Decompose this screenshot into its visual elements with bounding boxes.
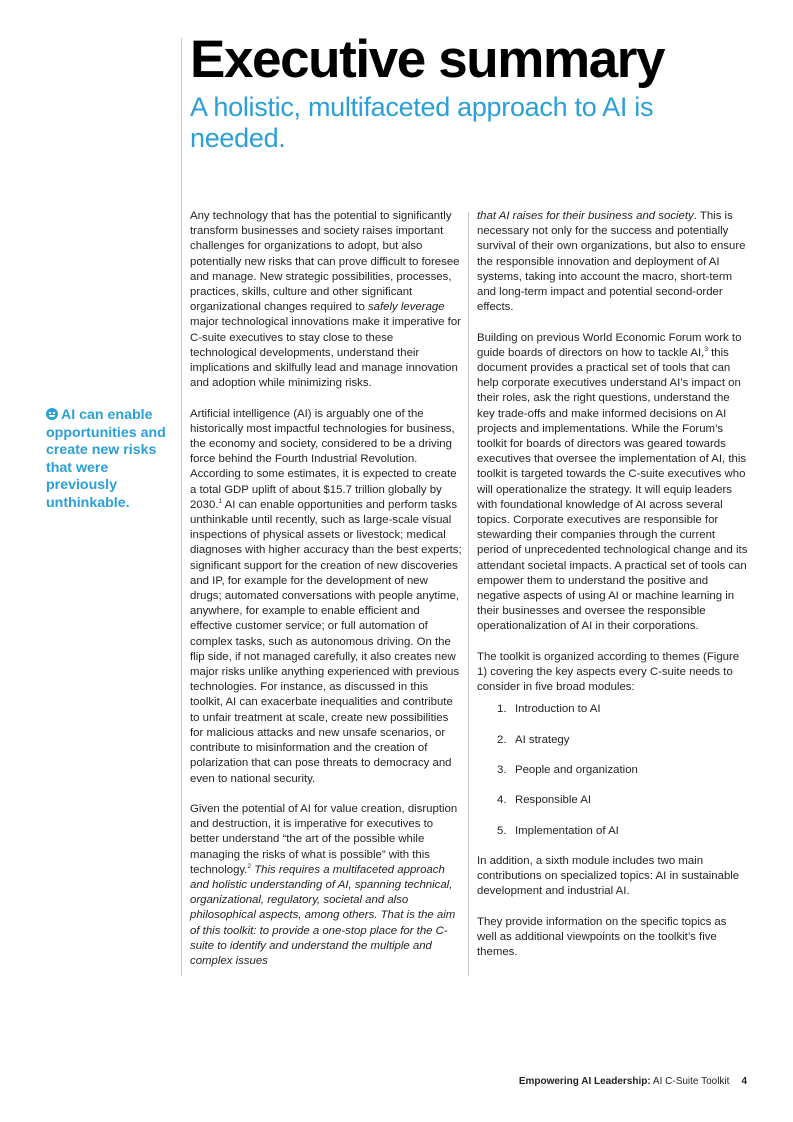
- paragraph: [190, 802, 462, 969]
- footer-doc-title: AI C-Suite Toolkit: [650, 1076, 730, 1087]
- paragraph-text: Building on previous World Economic Forum work to guide boards of directors on how to tackle AI,: [477, 331, 742, 359]
- page-title: Executive summary: [190, 30, 665, 89]
- speech-bubble-icon: [46, 408, 58, 420]
- list-label: AI strategy: [515, 733, 570, 746]
- list-number: 5.: [497, 824, 507, 837]
- paragraph-text: Artificial intelligence (AI) is arguably one of the historically most impactful technologies for business, the economy and society, considered to be a driving force behind the Fourth Industrial Revolution. According to some estimates, it is expected to create a total GDP uplift of about $15.7 trillion globally by 2030.: [190, 407, 457, 511]
- left-text-column: [190, 209, 462, 984]
- paragraph-emphasis: that AI raises for their business and society: [477, 210, 694, 222]
- right-text-column: [477, 209, 749, 975]
- list-item: [497, 824, 749, 839]
- list-label: Responsible AI: [515, 794, 591, 807]
- page-footer: [519, 1076, 747, 1088]
- paragraph-emphasis: safely leverage: [367, 301, 445, 314]
- footnote-ref: 1: [218, 498, 223, 506]
- list-item: [497, 733, 749, 748]
- list-label: Introduction to AI: [515, 703, 601, 716]
- list-number: 1.: [497, 703, 507, 716]
- list-number: 3.: [497, 764, 507, 777]
- list-item: [497, 702, 749, 717]
- list-label: Implementation of AI: [515, 824, 619, 837]
- paragraph: [477, 209, 749, 315]
- pull-quote-text: AI can enable opportunities and create new risks that were previously unthinkable.: [46, 407, 166, 511]
- paragraph-text: this document provides a practical set of tools that can help corporate executives understand AI’s impact on their roles, ask the right questions, understand the key trade-offs and make informed decisions on AI projects and implementations. While the Forum’s toolkit for boards of directors was geared towards executives that oversee the implementation of AI, this toolkit is targeted towards the C-suite executives who will operationalize the strategy. It will equip leaders with foundational knowledge of AI across several topics. Corporate executives are responsible for stewarding their companies through the current period of unprecedented technological change and its attendant societal impacts. A practical set of tools can empower them to understand the positive and negative aspects of using AI or machine learning in their businesses and oversee the responsible operationalization of AI in their corporations.: [477, 346, 748, 633]
- module-list: [477, 702, 749, 838]
- paragraph-emphasis: This requires a multifaceted approach and holistic understanding of AI, spanning technical, organizational, regulatory, societal and also philosophical aspects, among others. That is the aim of this toolkit: to provide a one-stop place for the C-suite to identify and understand the multiple and complex issues: [190, 863, 456, 967]
- list-number: 4.: [497, 794, 507, 807]
- paragraph-text: Any technology that has the potential to significantly transform businesses and society raises important challenges for organizations to adopt, but also potentially new risks that can prove difficult to foresee and manage. New strategic possibilities, processes, practices, skills, culture and other significant organizational changes required to: [190, 210, 460, 314]
- list-item: [497, 763, 749, 778]
- paragraph: [477, 331, 749, 635]
- paragraph-text: Given the potential of AI for value creation, disruption and destruction, it is imperative for executives to better understand “the art of the possible while managing the risks of what is possible” with this technology.: [190, 802, 458, 876]
- paragraph: They provide information on the specific topics as well as additional viewpoints on the toolkit’s five themes.: [477, 915, 727, 959]
- paragraph: [190, 209, 462, 391]
- paragraph-text: AI can enable opportunities and perform tasks unthinkable until recently, such as large-scale visual inspections of physical assets or livestock; medical diagnoses with higher accuracy than the best experts; significant support for the creation of new discoveries and IP, for example for the development of new drugs; automated conversations with people anytime, anywhere, for example to enable efficient and effective customer service; or full automation of complex tasks, such as autonomous driving. On the flip side, if not managed carefully, it also creates new major risks unlike anything experienced with previous technologies. For instance, as discussed in this toolkit, AI can exacerbate inequalities and contribute to unfair treatment at scale, create new possibilities for malicious attacks and new unsafe scenarios, or contribute to misinformation and the creation of polarization that can pose threats to democracy and even to national security.: [190, 498, 462, 785]
- page-number: 4: [741, 1076, 747, 1087]
- paragraph: In addition, a sixth module includes two main contributions on specialized topics: AI in sustainable development and industrial AI.: [477, 854, 740, 898]
- paragraph-text: major technological innovations make it imperative for C-suite executives to stay close to these technological developments, understand their implications and skilfully lead and manage innovation and adoption while minimizing risks.: [190, 316, 461, 390]
- left-margin-rule: [181, 38, 182, 976]
- paragraph: The toolkit is organized according to themes (Figure 1) covering the key aspects every C-suite needs to consider in five broad modules:: [477, 650, 740, 694]
- list-item: [497, 793, 749, 808]
- footnote-ref: 2: [247, 862, 252, 870]
- page-subtitle: A holistic, multifaceted approach to AI is needed.: [190, 92, 654, 153]
- list-label: People and organization: [515, 764, 638, 777]
- column-divider-rule: [468, 212, 469, 976]
- footer-brand: Empowering AI Leadership:: [518, 1076, 651, 1087]
- list-number: 2.: [497, 733, 507, 746]
- paragraph: [190, 407, 462, 787]
- pull-quote: [46, 407, 178, 512]
- footnote-ref: 3: [704, 346, 708, 354]
- paragraph-text: . This is necessary not only for the success and potentially survival of their own organizations, but also to ensure the responsible innovation and deployment of AI systems, taking into account the macro, short-term and long-term impact and potential second-order effects.: [477, 210, 746, 314]
